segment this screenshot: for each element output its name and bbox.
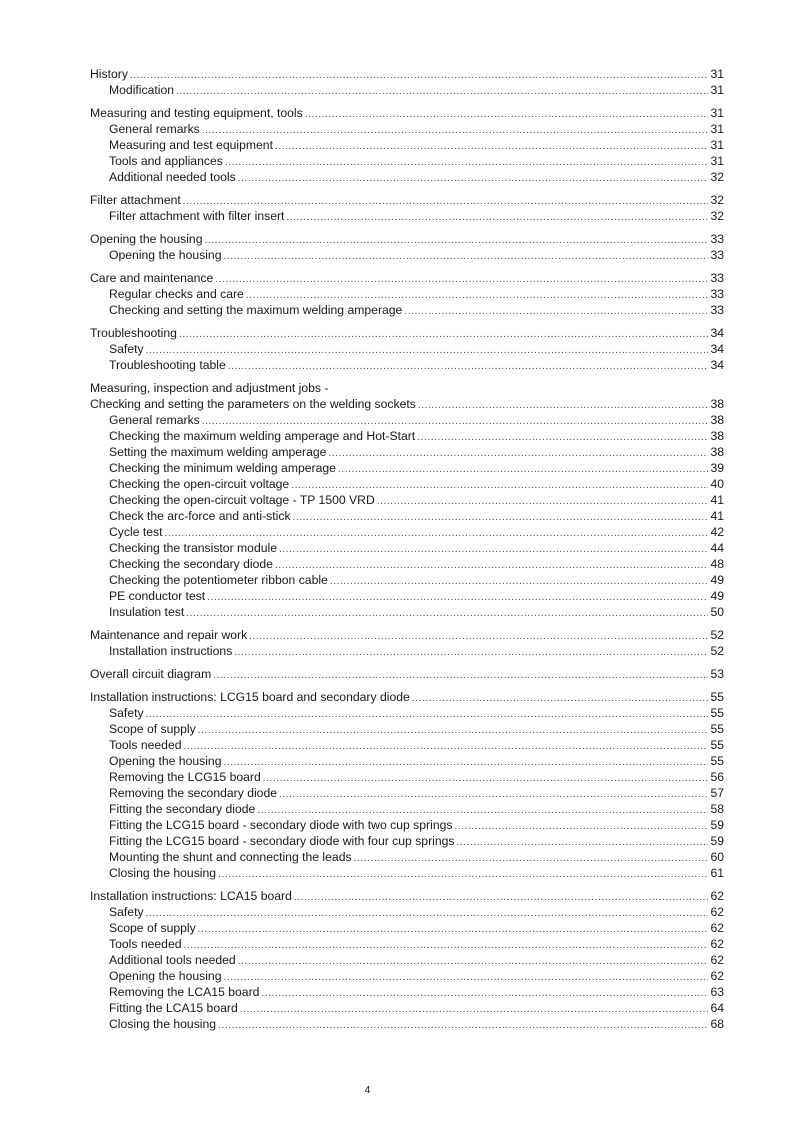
toc-section bbox=[90, 66, 724, 98]
toc-dot-leader bbox=[198, 922, 708, 938]
toc-page-number: 53 bbox=[710, 667, 724, 681]
toc-sub-entry[interactable] bbox=[90, 721, 724, 737]
toc-page-number: 42 bbox=[710, 525, 724, 539]
toc-dot-leader bbox=[224, 970, 709, 986]
toc-sub-entry-title: Cycle test bbox=[109, 525, 163, 539]
toc-sub-entry-title: Safety bbox=[109, 706, 144, 720]
toc-page-number: 59 bbox=[710, 834, 724, 848]
toc-section-title: Installation instructions: LCG15 board and secondary diode bbox=[90, 690, 410, 704]
toc-sub-entry[interactable] bbox=[90, 508, 724, 524]
toc-sub-entry[interactable] bbox=[90, 341, 724, 357]
toc-dot-leader bbox=[275, 139, 708, 155]
toc-sub-entry[interactable] bbox=[90, 737, 724, 753]
toc-dot-leader bbox=[294, 890, 708, 906]
table-of-contents bbox=[90, 66, 724, 1039]
toc-sub-entry[interactable] bbox=[90, 801, 724, 817]
toc-dot-leader bbox=[330, 574, 708, 590]
toc-sub-entry[interactable] bbox=[90, 169, 724, 185]
toc-sub-entry-title: Checking the secondary diode bbox=[109, 557, 273, 571]
toc-sub-entry-title: Opening the housing bbox=[109, 248, 222, 262]
toc-page-number: 31 bbox=[710, 67, 724, 81]
toc-page-number: 62 bbox=[710, 953, 724, 967]
toc-page-number: 62 bbox=[710, 937, 724, 951]
toc-sub-entry[interactable] bbox=[90, 920, 724, 936]
toc-page-number: 62 bbox=[710, 969, 724, 983]
toc-sub-entry[interactable] bbox=[90, 753, 724, 769]
toc-page-number: 59 bbox=[710, 818, 724, 832]
toc-sub-entry-title: Removing the LCA15 board bbox=[109, 985, 260, 999]
toc-section bbox=[90, 888, 724, 1032]
toc-sub-entry[interactable] bbox=[90, 460, 724, 476]
toc-section-title: Checking and setting the parameters on the welding sockets bbox=[90, 397, 416, 411]
toc-page-number: 52 bbox=[710, 644, 724, 658]
toc-page-number: 31 bbox=[710, 83, 724, 97]
toc-sub-entry[interactable] bbox=[90, 588, 724, 604]
toc-sub-entry[interactable] bbox=[90, 604, 724, 620]
toc-page-number: 41 bbox=[710, 493, 724, 507]
toc-sub-entry[interactable] bbox=[90, 247, 724, 263]
toc-dot-leader bbox=[207, 590, 708, 606]
toc-dot-leader bbox=[146, 343, 708, 359]
toc-dot-leader bbox=[176, 84, 708, 100]
toc-section-entry[interactable] bbox=[90, 689, 724, 705]
toc-dot-leader bbox=[146, 707, 708, 723]
toc-sub-entry[interactable] bbox=[90, 153, 724, 169]
toc-dot-leader bbox=[305, 107, 708, 123]
toc-section-title: Installation instructions: LCA15 board bbox=[90, 889, 292, 903]
toc-dot-leader bbox=[404, 304, 708, 320]
toc-dot-leader bbox=[418, 398, 708, 414]
toc-sub-entry-title: Scope of supply bbox=[109, 921, 196, 935]
toc-page-number: 48 bbox=[710, 557, 724, 571]
toc-page-number: 38 bbox=[710, 445, 724, 459]
toc-sub-entry-title: Check the arc-force and anti-stick bbox=[109, 509, 291, 523]
toc-sub-entry[interactable] bbox=[90, 492, 724, 508]
toc-page-number: 55 bbox=[710, 706, 724, 720]
toc-sub-entry[interactable] bbox=[90, 556, 724, 572]
toc-sub-entry-title: Fitting the LCA15 board bbox=[109, 1001, 238, 1015]
toc-page-number: 60 bbox=[710, 850, 724, 864]
toc-page-number: 38 bbox=[710, 429, 724, 443]
toc-dot-leader bbox=[377, 494, 708, 510]
toc-dot-leader bbox=[218, 1018, 708, 1034]
toc-page-number: 61 bbox=[710, 866, 724, 880]
toc-dot-leader bbox=[417, 430, 708, 446]
toc-page-number: 62 bbox=[710, 889, 724, 903]
toc-sub-entry-title: Checking the open-circuit voltage - TP 1500 VRD bbox=[109, 493, 375, 507]
toc-section-entry[interactable] bbox=[90, 270, 724, 286]
toc-page-number: 68 bbox=[710, 1017, 724, 1031]
toc-dot-leader bbox=[179, 327, 708, 343]
toc-sub-entry[interactable] bbox=[90, 412, 724, 428]
toc-sub-entry[interactable] bbox=[90, 904, 724, 920]
toc-section-title: Opening the housing bbox=[90, 232, 203, 246]
toc-page-number: 38 bbox=[710, 397, 724, 411]
toc-dot-leader bbox=[279, 787, 708, 803]
toc-page-number: 34 bbox=[710, 326, 724, 340]
toc-dot-leader bbox=[184, 938, 708, 954]
toc-dot-leader bbox=[202, 123, 708, 139]
toc-section bbox=[90, 666, 724, 682]
toc-section-title: Filter attachment bbox=[90, 193, 181, 207]
toc-sub-entry-title: Additional needed tools bbox=[109, 170, 236, 184]
toc-page-number: 58 bbox=[710, 802, 724, 816]
toc-dot-leader bbox=[263, 771, 708, 787]
toc-sub-entry[interactable] bbox=[90, 286, 724, 302]
toc-page-number: 33 bbox=[710, 287, 724, 301]
toc-page-number: 31 bbox=[710, 138, 724, 152]
toc-dot-leader bbox=[354, 851, 708, 867]
toc-dot-leader bbox=[215, 272, 708, 288]
toc-page-number: 33 bbox=[710, 232, 724, 246]
toc-sub-entry-title: Fitting the LCG15 board - secondary diode with two cup springs bbox=[109, 818, 453, 832]
toc-sub-entry-title: Mounting the shunt and connecting the leads bbox=[109, 850, 352, 864]
toc-dot-leader bbox=[261, 986, 708, 1002]
toc-page-number: 62 bbox=[710, 921, 724, 935]
toc-page-number: 50 bbox=[710, 605, 724, 619]
toc-sub-entry[interactable] bbox=[90, 208, 724, 224]
toc-sub-entry-title: Checking the open-circuit voltage bbox=[109, 477, 290, 491]
toc-sub-entry-title: Filter attachment with filter insert bbox=[109, 209, 285, 223]
toc-page-number: 57 bbox=[710, 786, 724, 800]
toc-section-title: Troubleshooting bbox=[90, 326, 177, 340]
toc-sub-entry-title: Measuring and test equipment bbox=[109, 138, 273, 152]
toc-sub-entry-title: General remarks bbox=[109, 413, 200, 427]
toc-sub-entry-title: Closing the housing bbox=[109, 1017, 217, 1031]
toc-dot-leader bbox=[225, 155, 708, 171]
toc-sub-entry[interactable] bbox=[90, 936, 724, 952]
toc-sub-entry[interactable] bbox=[90, 952, 724, 968]
toc-section bbox=[90, 380, 724, 620]
toc-sub-entry-title: Checking the transistor module bbox=[109, 541, 278, 555]
toc-sub-entry[interactable] bbox=[90, 524, 724, 540]
toc-sub-entry[interactable] bbox=[90, 785, 724, 801]
toc-sub-entry-title: Removing the secondary diode bbox=[109, 786, 278, 800]
toc-section-title: Care and maintenance bbox=[90, 271, 214, 285]
toc-sub-entry-title: Tools needed bbox=[109, 937, 182, 951]
toc-sub-entry-title: Setting the maximum welding amperage bbox=[109, 445, 327, 459]
toc-page-number: 56 bbox=[710, 770, 724, 784]
toc-dot-leader bbox=[279, 542, 708, 558]
toc-page-number: 31 bbox=[710, 122, 724, 136]
toc-page-number: 62 bbox=[710, 905, 724, 919]
toc-dot-leader bbox=[198, 723, 708, 739]
toc-dot-leader bbox=[130, 68, 708, 84]
toc-page-number: 33 bbox=[710, 248, 724, 262]
toc-sub-entry[interactable] bbox=[90, 476, 724, 492]
toc-sub-entry-title: Troubleshooting table bbox=[109, 358, 226, 372]
toc-page-number: 44 bbox=[710, 541, 724, 555]
toc-dot-leader bbox=[240, 1002, 708, 1018]
toc-dot-leader bbox=[286, 210, 708, 226]
toc-sub-entry-title: Tools needed bbox=[109, 738, 182, 752]
toc-sub-entry-title: Regular checks and care bbox=[109, 287, 244, 301]
toc-section bbox=[90, 627, 724, 659]
toc-page-number: 32 bbox=[710, 193, 724, 207]
toc-section-entry[interactable] bbox=[90, 325, 724, 341]
toc-section-entry[interactable] bbox=[90, 66, 724, 82]
toc-dot-leader bbox=[146, 906, 708, 922]
toc-page-number: 33 bbox=[710, 303, 724, 317]
toc-sub-entry-title: Additional tools needed bbox=[109, 953, 236, 967]
toc-sub-entry[interactable] bbox=[90, 968, 724, 984]
toc-section-title: Overall circuit diagram bbox=[90, 667, 212, 681]
toc-dot-leader bbox=[234, 645, 708, 661]
toc-page-number: 31 bbox=[710, 106, 724, 120]
toc-sub-entry[interactable] bbox=[90, 357, 724, 373]
toc-sub-entry-title: Safety bbox=[109, 342, 144, 356]
toc-dot-leader bbox=[228, 359, 708, 375]
toc-sub-entry-title: Scope of supply bbox=[109, 722, 196, 736]
toc-dot-leader bbox=[224, 249, 709, 265]
toc-sub-entry[interactable] bbox=[90, 540, 724, 556]
toc-sub-entry[interactable] bbox=[90, 302, 724, 318]
toc-sub-entry[interactable] bbox=[90, 705, 724, 721]
toc-sub-entry[interactable] bbox=[90, 82, 724, 98]
toc-section-title: History bbox=[90, 67, 128, 81]
toc-dot-leader bbox=[249, 629, 708, 645]
toc-page-number: 39 bbox=[710, 461, 724, 475]
toc-section bbox=[90, 325, 724, 373]
toc-sub-entry-title: Opening the housing bbox=[109, 754, 222, 768]
toc-sub-entry-title: Tools and appliances bbox=[109, 154, 223, 168]
page-number: 4 bbox=[364, 1085, 371, 1096]
toc-sub-entry[interactable] bbox=[90, 444, 724, 460]
toc-dot-leader bbox=[184, 739, 708, 755]
toc-sub-entry-title: Checking and setting the maximum welding amperage bbox=[109, 303, 403, 317]
toc-page-number: 38 bbox=[710, 413, 724, 427]
toc-page-number: 64 bbox=[710, 1001, 724, 1015]
toc-page-number: 49 bbox=[710, 589, 724, 603]
toc-page-number: 32 bbox=[710, 209, 724, 223]
toc-section-entry[interactable] bbox=[90, 105, 724, 121]
toc-section-entry[interactable] bbox=[90, 231, 724, 247]
toc-page-number: 55 bbox=[710, 754, 724, 768]
toc-sub-entry-title: Modification bbox=[109, 83, 175, 97]
toc-page-number: 32 bbox=[710, 170, 724, 184]
toc-section-entry[interactable] bbox=[90, 192, 724, 208]
toc-sub-entry[interactable] bbox=[90, 833, 724, 849]
toc-sub-entry-title: Fitting the secondary diode bbox=[109, 802, 256, 816]
toc-section bbox=[90, 689, 724, 881]
toc-section bbox=[90, 270, 724, 318]
toc-section-title: Measuring and testing equipment, tools bbox=[90, 106, 303, 120]
toc-sub-entry[interactable] bbox=[90, 643, 724, 659]
toc-dot-leader bbox=[186, 606, 708, 622]
toc-dot-leader bbox=[218, 867, 708, 883]
toc-sub-entry[interactable] bbox=[90, 1016, 724, 1032]
toc-section bbox=[90, 192, 724, 224]
toc-section-entry[interactable] bbox=[90, 627, 724, 643]
toc-page-number: 40 bbox=[710, 477, 724, 491]
toc-sub-entry[interactable] bbox=[90, 1000, 724, 1016]
toc-dot-leader bbox=[338, 462, 708, 478]
toc-section-entry[interactable] bbox=[90, 396, 724, 412]
toc-dot-leader bbox=[454, 819, 708, 835]
toc-section-entry[interactable] bbox=[90, 888, 724, 904]
toc-sub-entry[interactable] bbox=[90, 121, 724, 137]
toc-dot-leader bbox=[238, 171, 708, 187]
toc-sub-entry-title: Removing the LCG15 board bbox=[109, 770, 261, 784]
toc-section-entry[interactable] bbox=[90, 666, 724, 682]
toc-sub-entry-title: General remarks bbox=[109, 122, 200, 136]
toc-sub-entry-title: Insulation test bbox=[109, 605, 185, 619]
toc-page-number: 55 bbox=[710, 722, 724, 736]
toc-sub-entry-title: Checking the minimum welding amperage bbox=[109, 461, 336, 475]
toc-section bbox=[90, 105, 724, 185]
toc-sub-entry[interactable] bbox=[90, 428, 724, 444]
toc-page-number: 34 bbox=[710, 342, 724, 356]
toc-sub-entry-title: Opening the housing bbox=[109, 969, 222, 983]
toc-page-number: 55 bbox=[710, 690, 724, 704]
toc-dot-leader bbox=[224, 755, 709, 771]
toc-page-number: 41 bbox=[710, 509, 724, 523]
toc-sub-entry-title: Closing the housing bbox=[109, 866, 217, 880]
toc-dot-leader bbox=[205, 233, 709, 249]
toc-sub-entry[interactable] bbox=[90, 849, 724, 865]
toc-dot-leader bbox=[412, 691, 708, 707]
toc-sub-entry[interactable] bbox=[90, 137, 724, 153]
toc-sub-entry[interactable] bbox=[90, 817, 724, 833]
toc-page-number: 55 bbox=[710, 738, 724, 752]
toc-page-number: 63 bbox=[710, 985, 724, 999]
toc-dot-leader bbox=[328, 446, 708, 462]
toc-section-title: Maintenance and repair work bbox=[90, 628, 248, 642]
toc-sub-entry-title: PE conductor test bbox=[109, 589, 206, 603]
toc-sub-entry[interactable] bbox=[90, 572, 724, 588]
toc-sub-entry-title: Checking the maximum welding amperage and Hot-Start bbox=[109, 429, 416, 443]
toc-sub-entry-title: Checking the potentiometer ribbon cable bbox=[109, 573, 328, 587]
toc-sub-entry[interactable] bbox=[90, 865, 724, 881]
toc-dot-leader bbox=[213, 668, 708, 684]
toc-dot-leader bbox=[457, 835, 709, 851]
toc-dot-leader bbox=[238, 954, 708, 970]
toc-sub-entry-title: Safety bbox=[109, 905, 144, 919]
toc-section bbox=[90, 231, 724, 263]
toc-page-number: 31 bbox=[710, 154, 724, 168]
toc-page-number: 34 bbox=[710, 358, 724, 372]
toc-sub-entry-title: Fitting the LCG15 board - secondary diode with four cup springs bbox=[109, 834, 455, 848]
toc-sub-entry[interactable] bbox=[90, 769, 724, 785]
toc-page-number: 49 bbox=[710, 573, 724, 587]
toc-dot-leader bbox=[275, 558, 708, 574]
toc-page-number: 33 bbox=[710, 271, 724, 285]
toc-page-number: 52 bbox=[710, 628, 724, 642]
toc-sub-entry[interactable] bbox=[90, 984, 724, 1000]
toc-dot-leader bbox=[293, 510, 708, 526]
toc-section-title-line: Measuring, inspection and adjustment jobs - bbox=[90, 381, 329, 395]
toc-sub-entry-title: Installation instructions bbox=[109, 644, 233, 658]
